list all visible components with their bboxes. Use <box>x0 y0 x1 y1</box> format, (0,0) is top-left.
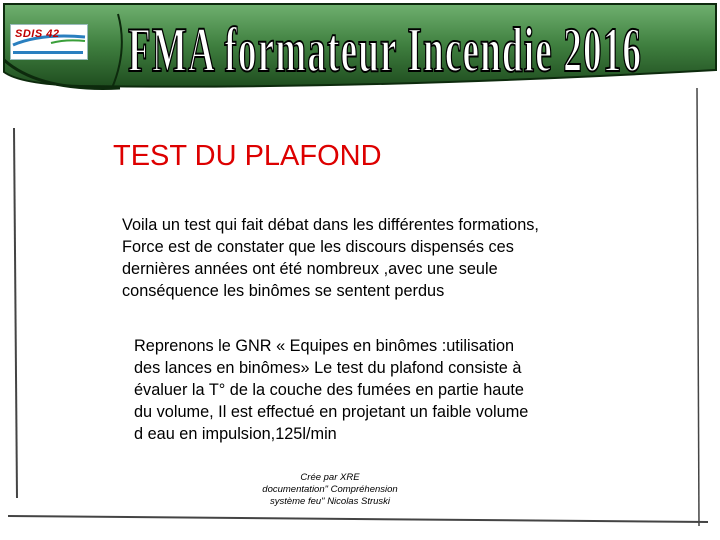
paragraph-intro <box>122 214 622 302</box>
text-line: d eau en impulsion,125l/min <box>134 425 337 443</box>
text-line: du volume, Il est effectué en projetant un faible volume <box>134 403 529 421</box>
paragraph-gnr <box>134 335 604 445</box>
slide-title: TEST DU PLAFOND <box>113 140 382 172</box>
credit-line: système feu" Nicolas Struski <box>269 496 391 507</box>
text-line: des lances en binômes» Le test du plafond consiste à <box>134 359 522 377</box>
text-line: Voila un test qui fait débat dans les différentes formations, <box>122 216 539 234</box>
credit-line: documentation" Compréhension <box>262 484 398 495</box>
banner-title: FMA formateur Incendie 2016 <box>128 14 643 85</box>
text-line: dernières années ont été nombreux ,avec une seule <box>122 260 498 278</box>
sdis-logo <box>10 24 88 60</box>
header-banner <box>0 0 720 96</box>
text-line: conséquence les binômes se sentent perdus <box>122 282 445 300</box>
text-line: évaluer la T° de la couche des fumées en partie haute <box>134 381 524 399</box>
credit-line: Crée par XRE <box>300 472 360 483</box>
credit-note <box>250 472 410 508</box>
text-line: Force est de constater que les discours dispensés ces <box>122 238 514 256</box>
text-line: Reprenons le GNR « Equipes en binômes :utilisation <box>134 337 515 355</box>
logo-text: SDIS 42 <box>15 28 60 40</box>
